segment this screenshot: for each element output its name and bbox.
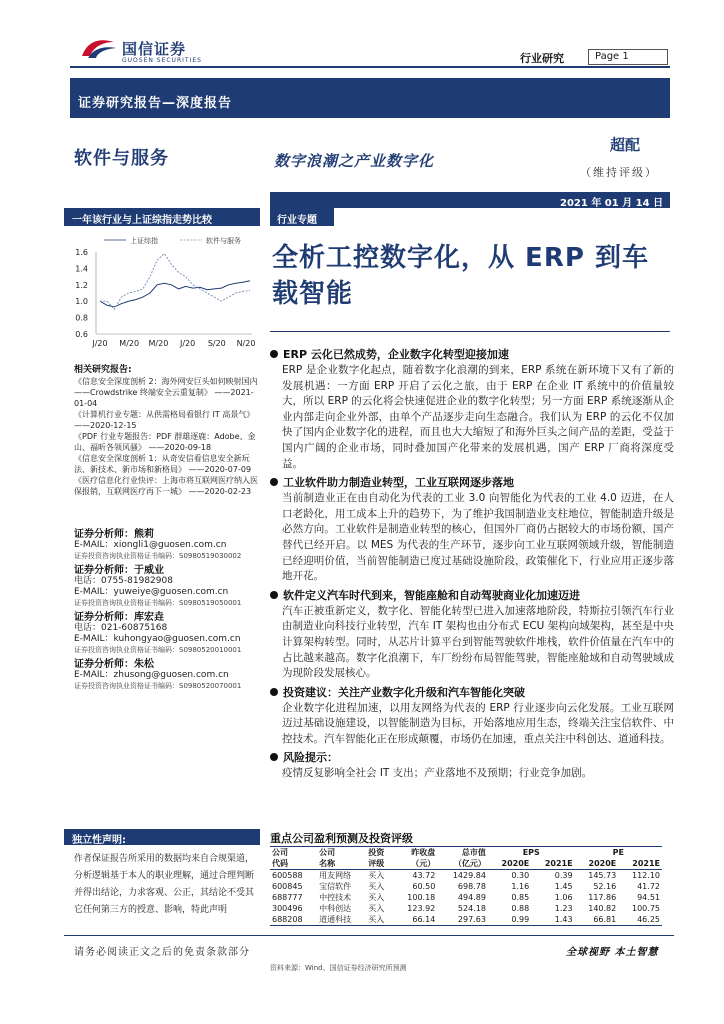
table-header-row bbox=[270, 847, 662, 859]
table-row bbox=[270, 914, 662, 926]
disclaimer-title: 独立性声明: bbox=[72, 835, 126, 846]
table-cell: 0.88 bbox=[511, 904, 530, 913]
footer-slogan: 全球视野 本土智慧 bbox=[566, 947, 659, 958]
series-line bbox=[100, 254, 250, 310]
analyst-cert: 证券投资咨询执业资格证书编码：S0980520070001 bbox=[74, 682, 242, 690]
section-text: 企业数字化进程加速，以用友网络为代表的 ERP 行业逐步向云化发展。工业互联网迈过基础设施建设，以智能制造为目标，开始落地应用生态，终端关注宝信软件、中控技术。汽车智能化正在形成颠覆，市场仍在加速，重点关注中科创达、道通科技。 bbox=[282, 701, 674, 745]
disclaimer-text: 作者保证报告所采用的数据均来自合规渠道，分析逻辑基于本人的职业理解，通过合理判断并得出结论，力求客观、公正，其结论不受其它任何第三方的授意、影响，特此声明 bbox=[74, 854, 255, 915]
table-cell: 买入 bbox=[368, 915, 385, 924]
section-heading-text: 软件定义汽车时代到来，智能座舱和自动驾驶商业化加速迈进 bbox=[283, 588, 580, 602]
section-text: 汽车正被重新定义，数字化、智能化转型已进入加速落地阶段，特斯拉引领汽车行业由制造业向科技行业转型，汽车 IT 架构也由分布式 ECU 架构向域架构，甚至是中央计算架构转型。同时，从芯片计算平台到智能驾驶软件堆栈，软件价值量在汽车中的占比越来越高。数字化浪潮下，车厂纷纷布局智能驾驶，智能座舱域和自动驾驶域成为现阶段发展核心。 bbox=[282, 604, 674, 680]
company-logo-icon bbox=[78, 36, 118, 60]
header-rule bbox=[70, 66, 670, 68]
table-header-cell: 评级 bbox=[368, 859, 385, 868]
analyst-block bbox=[74, 612, 264, 656]
table-row bbox=[270, 870, 662, 882]
analyst-contact: 电话：0755-81982908 bbox=[74, 576, 173, 586]
analyst-name: 证券分析师：于威业 bbox=[74, 565, 164, 576]
table-cell: 60.50 bbox=[412, 882, 436, 891]
x-tick-label: S/20 bbox=[207, 339, 226, 348]
section-text: 当前制造业正在由自动化为代表的工业 3.0 向智能化为代表的工业 4.0 迈进，在人口老龄化，用工成本上升的趋势下，为了维护我国制造业支柱地位，智能制造升级是必然方向。工业软件是制造业转型的核心，但国外厂商仍占据较大的市场份额，国产替代已经开启。以 MES 为代表的生产环节，逐步向工业互联网领域升级，智能制造已经迎明价值，当前智能制造已度过基础设施阶段，政策催化下，行业应用正逐步落地开花。 bbox=[282, 492, 674, 583]
table-header-cell: 公司 bbox=[319, 848, 336, 857]
table-cell: 140.82 bbox=[588, 904, 617, 913]
table-cell: 46.25 bbox=[637, 915, 660, 924]
bullet-icon bbox=[270, 350, 278, 358]
analyst-block bbox=[74, 659, 264, 692]
table-cell: 买入 bbox=[368, 871, 385, 880]
table-cell: 1.06 bbox=[554, 893, 573, 902]
section-text: ERP 是企业数字化起点，随着数字化浪潮的到来，ERP 系统在新环境下又有了新的发展机遇：一方面 ERP 开启了云化之旅，由于 ERP 在企业 IT 系统中的价值量较大，所以 ERP 的云化将会快速促进企业的数字化转型；另一方面 ERP 系统逐渐从企业内部走向企业外部，由单个产品逐步走向生态融合。我们认为 ERP 的云化不仅加快了国内企业数字化的进程，而且也大大缩短了和海外巨头之间产品的差距，受益于国内广阔的企业市场，同时叠加国产化带来的发展机遇，国产 ERP 厂商将深度受益。 bbox=[282, 364, 674, 470]
section-heading bbox=[270, 588, 674, 604]
related-research-item: 《信息安全深度剖析 2：海外网安巨头如何映射国内——Crowdstrike 终端安全云重复制》 ——2021-01-04 bbox=[74, 377, 258, 408]
table-cell: 中科创达 bbox=[319, 904, 352, 913]
y-tick-label: 1.0 bbox=[75, 297, 88, 307]
table-row bbox=[270, 892, 662, 903]
footer-disclaimer: 请务必阅读正文之后的免责条款部分 bbox=[74, 947, 250, 958]
table-cell: 41.72 bbox=[637, 882, 660, 891]
related-research-title: 相关研究报告: bbox=[74, 365, 132, 375]
table-cell: 0.39 bbox=[554, 871, 573, 880]
table-header-cell: （亿元） bbox=[453, 859, 486, 868]
rating: 超配 bbox=[610, 136, 641, 154]
table-header-cell: PE bbox=[612, 848, 624, 857]
analyst-name: 证券分析师：熊莉 bbox=[74, 529, 154, 540]
table-header-cell: 昨收盘 bbox=[411, 848, 436, 857]
analyst-contact: E-MAIL：xiongli1@guosen.com.cn bbox=[74, 540, 227, 550]
x-tick-label: N/20 bbox=[236, 339, 256, 348]
y-tick-label: 1.6 bbox=[75, 248, 88, 257]
bullet-icon bbox=[270, 688, 278, 696]
analyst-block bbox=[74, 565, 264, 609]
table-cell: 买入 bbox=[368, 882, 385, 891]
table-header-cell: EPS bbox=[522, 848, 540, 857]
table-header-cell: 公司 bbox=[272, 848, 288, 857]
table-cell: 300496 bbox=[272, 904, 303, 913]
chart-panel-title: 一年该行业与上证综指走势比较 bbox=[72, 215, 212, 226]
table-cell: 688208 bbox=[272, 915, 303, 924]
y-tick-label: 0.8 bbox=[75, 313, 88, 323]
analyst-cert: 证券投资咨询执业资格证书编码：S0980520010001 bbox=[74, 646, 242, 654]
report-type: 行业研究 bbox=[520, 52, 564, 65]
x-tick-label: J/20 bbox=[92, 339, 108, 348]
related-research bbox=[74, 365, 264, 497]
footer-rule bbox=[64, 935, 674, 936]
table-source: 资料来源：Wind、国信证券经济研究所预测 bbox=[270, 964, 407, 972]
table-header-cell: （元） bbox=[411, 859, 436, 868]
y-tick-label: 1.2 bbox=[75, 280, 88, 290]
table-cell: 买入 bbox=[368, 904, 385, 913]
section-text: 疫情反复影响全社会 IT 支出；产业落地不及预期；行业竞争加剧。 bbox=[282, 767, 593, 780]
table-cell: 中控技术 bbox=[319, 893, 352, 902]
table-header-row bbox=[270, 858, 662, 870]
report-summary bbox=[270, 344, 674, 782]
table-cell: 600845 bbox=[272, 882, 303, 891]
table-row bbox=[270, 903, 662, 914]
main-title: 全析工控数字化，从 ERP 到车载智能 bbox=[272, 243, 649, 309]
table-cell: 0.99 bbox=[511, 915, 530, 924]
table-cell: 297.63 bbox=[457, 915, 486, 924]
section-heading-text: 投资建议：关注产业数字化升级和汽车智能化突破 bbox=[283, 685, 525, 699]
section-heading bbox=[270, 750, 674, 766]
table-cell: 117.86 bbox=[588, 893, 617, 902]
table-cell: 600588 bbox=[272, 871, 303, 880]
table-cell: 43.72 bbox=[412, 871, 436, 880]
analyst-list bbox=[74, 526, 264, 692]
section-heading-text: 风险提示： bbox=[283, 751, 338, 765]
section-heading-text: ERP 云化已然成势，企业数字化转型迎接加速 bbox=[283, 348, 509, 361]
topic-tag-label: 行业专题 bbox=[277, 215, 317, 226]
banner-title: 证券研究报告—深度报告 bbox=[78, 96, 233, 111]
industry-name: 软件与服务 bbox=[74, 148, 169, 169]
report-subtitle: 数字浪潮之产业数字化 bbox=[274, 152, 435, 170]
table-header-cell: 代码 bbox=[272, 859, 288, 868]
table-header-cell: 2021E bbox=[544, 859, 573, 868]
analyst-cert: 证券投资咨询执业资格证书编码：S0980519050001 bbox=[74, 599, 242, 607]
x-tick-label: J/20 bbox=[179, 339, 196, 348]
section-heading bbox=[270, 475, 674, 491]
table-cell: 100.18 bbox=[407, 893, 436, 902]
series-line bbox=[100, 281, 250, 307]
table-cell: 123.92 bbox=[407, 904, 436, 913]
table-cell: 112.10 bbox=[632, 871, 660, 880]
analyst-contact: E-MAIL：zhusong@guosen.com.cn bbox=[74, 670, 229, 680]
table-cell: 698.78 bbox=[457, 882, 486, 891]
table-cell: 0.30 bbox=[511, 871, 530, 880]
index-comparison-chart bbox=[64, 228, 260, 354]
table-header-cell: 投资 bbox=[368, 848, 385, 857]
table-cell: 94.51 bbox=[637, 893, 660, 902]
section-heading bbox=[270, 347, 674, 363]
related-research-item: 《医疗信息化行业快评：上海市将互联网医疗纳入医保报销，互联网医疗再下一城》 ——2020-02-23 bbox=[74, 476, 258, 496]
table-header-cell: 总市值 bbox=[461, 848, 486, 857]
table-cell: 145.73 bbox=[588, 871, 617, 880]
analyst-cert: 证券投资咨询执业资格证书编码：S0980519030002 bbox=[74, 552, 242, 560]
analyst-block bbox=[74, 529, 264, 562]
table-cell: 1.23 bbox=[554, 904, 573, 913]
table-cell: 宝信软件 bbox=[319, 882, 352, 891]
analyst-name: 证券分析师：库宏垚 bbox=[74, 612, 164, 623]
rating-note: （维持评级） bbox=[580, 166, 658, 179]
table-cell: 494.89 bbox=[457, 893, 486, 902]
table-cell: 524.18 bbox=[457, 904, 486, 913]
related-research-item: 《计算机行业专题：从供需格局看银行 IT 高景气》 ——2020-12-15 bbox=[74, 410, 255, 430]
table-cell: 买入 bbox=[368, 893, 385, 902]
table-cell: 1429.84 bbox=[452, 871, 486, 880]
analyst-contact: E-MAIL：yuweiye@guosen.com.cn bbox=[74, 587, 229, 597]
related-research-item: 《信息安全深度剖析 1：从奇安信看信息安全新玩法、新技术、新市场和新格局》 ——2020-07-09 bbox=[74, 454, 252, 474]
page-number: Page 1 bbox=[588, 49, 668, 65]
bullet-icon bbox=[270, 753, 278, 761]
legend-label: 软件与服务 bbox=[206, 237, 241, 245]
bullet-icon bbox=[270, 591, 278, 599]
table-cell: 道通科技 bbox=[319, 915, 352, 924]
table-cell: 1.16 bbox=[511, 882, 530, 891]
table-cell: 52.16 bbox=[593, 882, 617, 891]
x-tick-label: M/20 bbox=[148, 339, 169, 348]
table-cell: 100.75 bbox=[632, 904, 660, 913]
table-header-cell: 2021E bbox=[632, 859, 660, 868]
table-header-cell: 名称 bbox=[319, 859, 336, 868]
table-cell: 0.85 bbox=[511, 893, 530, 902]
section-heading bbox=[270, 685, 674, 701]
report-date: 2021 年 01 月 14 日 bbox=[560, 198, 664, 209]
table-cell: 1.45 bbox=[554, 882, 573, 891]
table-cell: 66.14 bbox=[412, 915, 436, 924]
table-row bbox=[270, 881, 662, 892]
table-header-cell: 2020E bbox=[501, 859, 530, 868]
analyst-contact: 电话：021-60875168 bbox=[74, 623, 168, 633]
table-header-cell: 2020E bbox=[588, 859, 617, 868]
table-cell: 用友网络 bbox=[319, 871, 352, 880]
bullet-icon bbox=[270, 478, 278, 486]
legend-label: 上证综指 bbox=[130, 237, 158, 245]
related-research-item: 《PDF 行业专题报告：PDF 群雄逐鹿：Adobe、金山、福昕各领风骚》 ——2020-09-18 bbox=[74, 432, 256, 452]
y-tick-label: 1.4 bbox=[75, 264, 88, 274]
company-name-en: GUOSEN SECURITIES bbox=[122, 57, 202, 64]
analyst-name: 证券分析师：朱松 bbox=[74, 659, 154, 670]
x-tick-label: M/20 bbox=[119, 339, 140, 348]
analyst-contact: E-MAIL：kuhongyao@guosen.com.cn bbox=[74, 634, 241, 644]
forecast-table bbox=[270, 846, 662, 926]
table-title: 重点公司盈利预测及投资评级 bbox=[270, 832, 413, 845]
title-rule bbox=[270, 331, 670, 332]
y-tick-label: 0.6 bbox=[75, 330, 88, 339]
table-cell: 688777 bbox=[272, 893, 303, 902]
table-cell: 1.43 bbox=[554, 915, 573, 924]
table-cell: 66.81 bbox=[593, 915, 617, 924]
company-name: 国信证券 bbox=[122, 40, 187, 58]
section-heading-text: 工业软件助力制造业转型，工业互联网逐步落地 bbox=[283, 476, 514, 490]
